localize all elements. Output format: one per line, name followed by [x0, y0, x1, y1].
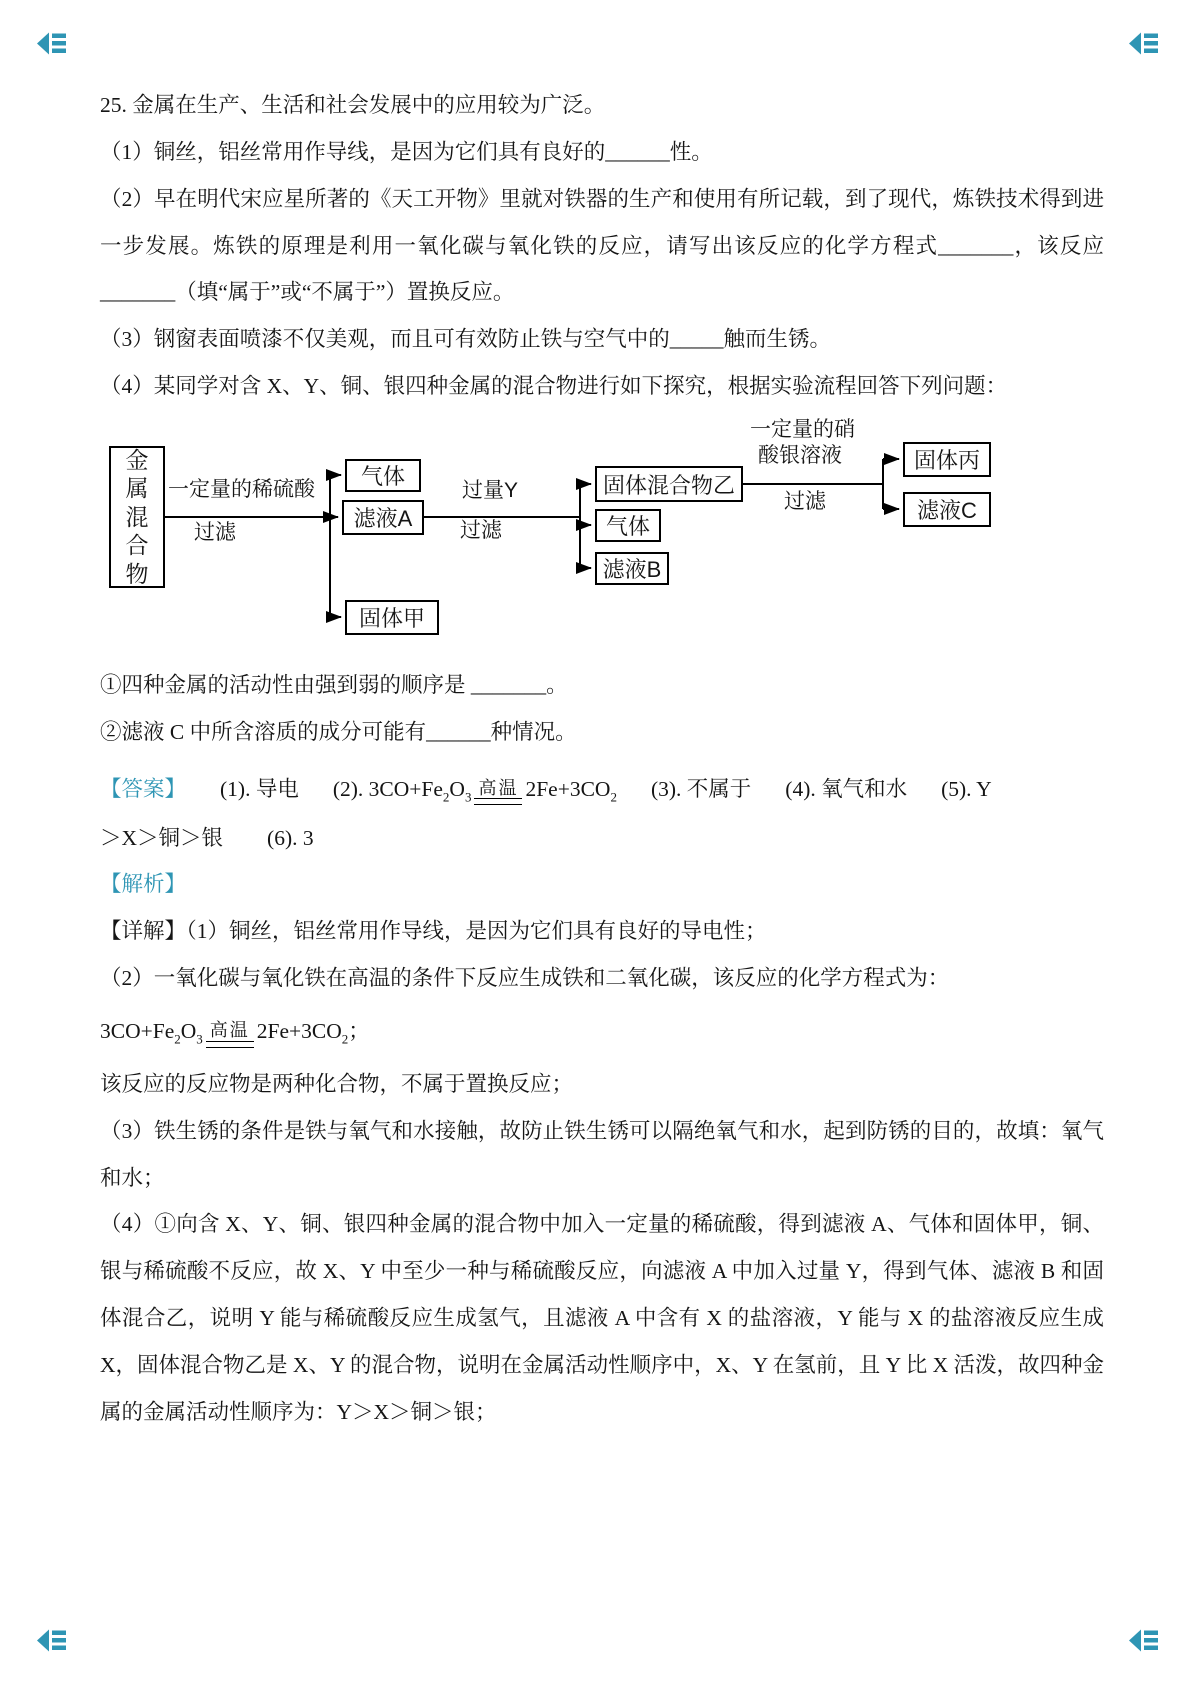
reaction-condition-label: 高温: [209, 1020, 250, 1041]
equation-lhs: 3CO+Fe: [368, 776, 443, 801]
corner-logo-icon: [36, 1627, 68, 1654]
detail-paragraph-3: 该反应的反应物是两种化合物，不属于置换反应；: [100, 1071, 574, 1096]
detail-equation-line: [100, 1008, 1104, 1055]
equation-subscript: 2: [341, 1031, 349, 1047]
equation-rhs: 2Fe+3CO: [525, 776, 611, 801]
flowchart-label-filter-3: 过滤: [784, 490, 826, 514]
detail-text-1: （1）铜丝，铝丝常用作导线，是因为它们具有良好的导电性；: [186, 919, 767, 944]
question-block: [100, 82, 1104, 1436]
experiment-flowchart: [102, 418, 1104, 654]
flowchart-node-metal-mixture: [109, 446, 165, 588]
reaction-condition-label: 高温: [478, 777, 519, 798]
flowchart-label-dilute-acid: 一定量的稀硫酸: [168, 478, 315, 502]
flowchart-node-gas-2: 气体: [595, 509, 661, 542]
equation-subscript: 2: [442, 789, 450, 805]
question-part-2: （2）早在明代宋应星所著的《天工开物》里就对铁器的生产和使用有所记载，到了现代，炼铁技术得到进一步发展。炼铁的原理是利用一氧化碳与氧化铁的反应，请写出该反应的化学方程式_______，该反应_______（填“属于”或“不属于”）置换反应。: [100, 186, 1104, 305]
answer-label: 【答案】: [100, 776, 187, 801]
flowchart-label-filter-1: 过滤: [194, 521, 236, 545]
question-sub-2: ②滤液 C 中所含溶质的成分可能有______种情况。: [100, 719, 577, 744]
answer-item-1: (1). 导电: [220, 776, 299, 801]
equation-suffix: ；: [348, 1019, 370, 1044]
answer-item-5-cont: ＞X＞铜＞银: [100, 825, 224, 850]
flowchart-label-silver-nitrate-2: 酸银溶液: [758, 444, 842, 468]
corner-logo-icon: [36, 30, 68, 57]
chemical-equation: [368, 776, 617, 805]
flowchart-label-excess-y: 过量Y: [462, 479, 519, 503]
equation-lhs-mid: O: [449, 776, 465, 801]
flowchart-label-silver-nitrate-1: 一定量的硝: [750, 418, 855, 442]
flowchart-node-label: 金属混合物: [125, 446, 149, 587]
answer-item-4: (4). 氧气和水: [785, 776, 908, 801]
flowchart-label-filter-2: 过滤: [460, 519, 502, 543]
answer-item-3: (3). 不属于: [650, 776, 752, 801]
flowchart-node-gas-1: 气体: [345, 459, 421, 492]
equation-lhs: 3CO+Fe: [100, 1019, 175, 1044]
answer-line-continued: [100, 815, 1104, 862]
flowchart-node-solid-bing: 固体丙: [903, 442, 991, 477]
question-part-4: （4）某同学对含 X、Y、铜、银四种金属的混合物进行如下探究，根据实验流程回答下列问题：: [100, 374, 1008, 399]
question-part-1: （1）铜丝，铝丝常用作导线，是因为它们具有良好的______性。: [100, 139, 713, 164]
answer-item-5: (5). Y: [941, 776, 992, 801]
equation-subscript: 2: [610, 789, 617, 805]
detail-paragraph-2: （2）一氧化碳与氧化铁在高温的条件下反应生成铁和二氧化碳，该反应的化学方程式为：: [100, 966, 950, 991]
answer-item-6: (6). 3: [267, 825, 314, 850]
detail-paragraph-5: （4）①向含 X、Y、铜、银四种金属的混合物中加入一定量的稀硫酸，得到滤液 A、气体和固体甲，铜、银与稀硫酸不反应，故 X、Y 中至少一种与稀硫酸反应，向滤液 A 中加入过量 Y，得到气体、滤液 B 和固体混合乙，说明 Y 能与稀硫酸反应生成氢气，且滤液 A 中含有 X 的盐溶液，Y 能与 X 的盐溶液反应生成 X，固体混合物乙是 X、Y 的混合物，说明在金属活动性顺序中，X、Y 在氢前，且 Y 比 X 活泼，故四种金属的金属活动性顺序为：Y＞X＞铜＞银；: [100, 1212, 1104, 1424]
flowchart-node-filtrate-b: 滤液B: [595, 552, 669, 585]
equation-rhs: 2Fe+3CO: [256, 1019, 342, 1044]
question-intro: 25. 金属在生产、生活和社会发展中的应用较为广泛。: [100, 93, 606, 117]
corner-logo-icon: [1128, 30, 1160, 57]
answer-line: [100, 766, 1104, 813]
question-part-3: （3）钢窗表面喷漆不仅美观，而且可有效防止铁与空气中的_____触而生锈。: [100, 327, 832, 352]
double-bond-equals: [474, 798, 522, 805]
flowchart-node-solid-jia: 固体甲: [345, 600, 439, 635]
flowchart-node-filtrate-a: 滤液A: [342, 500, 424, 535]
answer-item-2: [333, 766, 617, 813]
detail-paragraph-4: （3）铁生锈的条件是铁与氧气和水接触，故防止铁生锈可以隔绝氧气和水，起到防锈的目的，故填：氧气和水；: [100, 1118, 1104, 1190]
answer-item-2-index: (2).: [332, 776, 364, 801]
question-sub-1: ①四种金属的活动性由强到弱的顺序是 _______。: [100, 673, 568, 698]
flowchart-node-filtrate-c: 滤液C: [903, 492, 991, 527]
equation-subscript: 2: [174, 1031, 181, 1047]
double-bond-equals: [206, 1041, 254, 1048]
corner-logo-icon: [1128, 1627, 1160, 1654]
flowchart-node-solid-mix-yi: 固体混合物乙: [595, 466, 743, 502]
reaction-condition: [206, 1020, 254, 1048]
chemical-equation: [100, 1019, 349, 1047]
equation-subscript: 3: [464, 789, 472, 805]
detail-label: 【详解】: [100, 919, 187, 944]
detail-paragraph-1: [100, 908, 1104, 955]
reaction-condition: [474, 778, 522, 806]
equation-subscript: 3: [196, 1031, 203, 1047]
analysis-label: 【解析】: [100, 872, 187, 897]
equation-lhs-mid: O: [180, 1019, 197, 1044]
